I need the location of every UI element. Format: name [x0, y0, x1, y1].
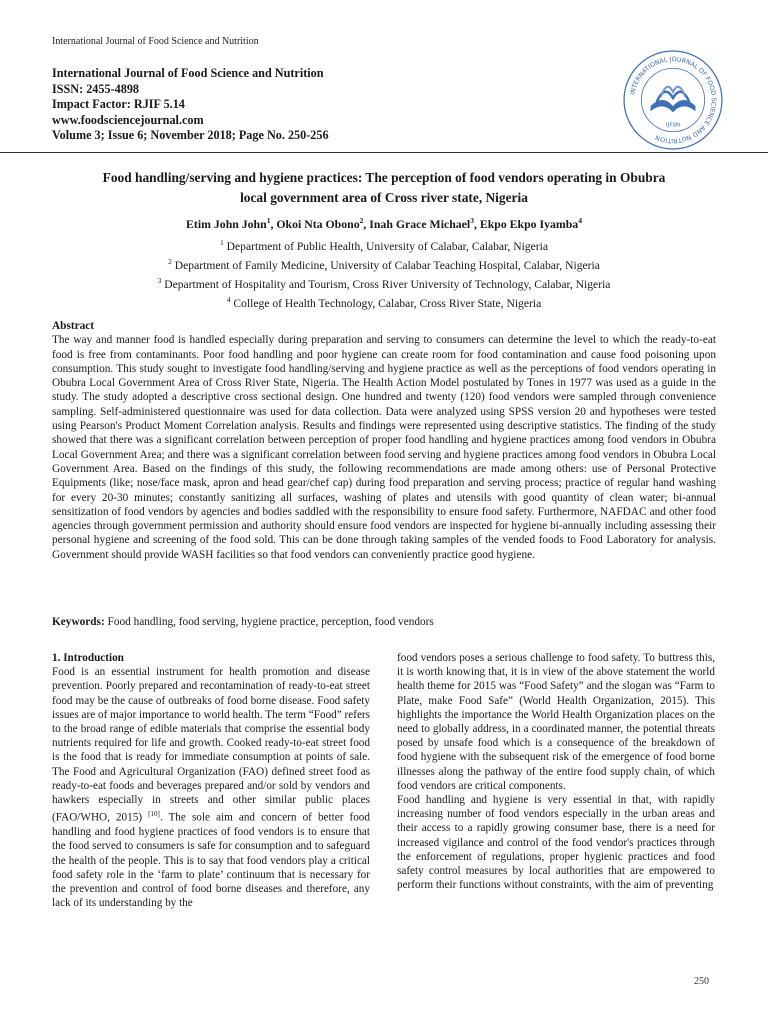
abstract — [52, 319, 716, 562]
keywords-text: Food handling, food serving, hygiene practice, perception, food vendors — [104, 616, 434, 628]
author: Inah Grace Michael$^3$, — [369, 216, 480, 231]
abstract-text: The way and manner food is handled especially during preparation and serving to consumers can determine the level to which the ready-to-eat food is free from contaminants. Poor food handling and poor hygiene can create room for food contamination and cause food poisoning upon consumption. This study sought to investigate food handling/serving and hygiene practice as well as the perceptions of food vendors operating in Obubra Local Government Area of Cross River State, Nigeria. The Health Action Model postulated by Tones in 1977 was used as a guide in the study. The study adopted a descriptive cross sectional design. One hundred and twenty (120) food vendors were sampled through convenience sampling. Self-administered questionnaire was used for data collection. Data were analyzed using SPSS version 20 and hypotheses were tested using Pearson's Product Moment Correlation analysis. Results and findings were represented using descriptive statistics. The finding of the study showed that there was a significant correlation between perception of proper food handling and hygiene practices among food vendors in Obubra Local Government Area; and there was a significant correlation between food serving and hygiene practices among food vendors in Obubra Local Government Area. Based on the findings of this study, the following recommendations are made among others: use of Personal Protective Equipments (like; nose/face mask, apron and head gear/chef cap) during food preparation and serving process; practice of regular hand washing for every 20-30 minutes; constantly sanitizing all surfaces, washing of plates and utensils with good quantity of clean water; bi-annual sensitization of food vendors by agencies and bodies saddled with the responsibility to ensure food safety. Furthermore, NAFDAC and other food agencies through government permission and authority should ensure food vendors are inspected for hygiene bi-annually including assessing their personal hygiene and screening of the food sold. This can be done through taking samples of the vended foods to Food Laboratory for analysis. Government should provide WASH facilities so that food vendors can conveniently practice good hygiene. — [52, 334, 716, 561]
author-list — [52, 216, 716, 232]
running-head: International Journal of Food Science and Nutrition — [52, 36, 259, 47]
title-line-1: Food handling/serving and hygiene practices: The perception of food vendors operating in Obubra — [102, 170, 666, 185]
journal-impact-factor: Impact Factor: RJIF 5.14 — [52, 97, 185, 112]
affiliation-list — [52, 235, 716, 312]
logo-bottom-text: IJFSN — [665, 122, 681, 129]
journal-website[interactable]: www.foodsciencejournal.com — [52, 112, 204, 127]
affiliation: $^1$ Department of Public Health, University of Calabar, Calabar, Nigeria — [220, 238, 548, 253]
body-column-right — [397, 651, 715, 892]
abstract-heading: Abstract — [52, 320, 95, 332]
affiliation: $^3$ Department of Hospitality and Tourism, Cross River University of Technology, Calabar, Nigeria — [157, 276, 611, 292]
journal-info — [52, 66, 329, 144]
journal-volume: Volume 3; Issue 6; November 2018; Page No. 250-256 — [52, 128, 329, 143]
title-line-2: local government area of Cross river state, Nigeria — [240, 190, 528, 205]
keywords-label: Keywords: — [52, 616, 105, 628]
affiliation: $^4$ College of Health Technology, Calabar, Cross River State, Nigeria — [226, 295, 542, 311]
body-paragraph: Food is an essential instrument for health promotion and disease prevention. Poorly prepared and recontamination of ready-to-eat street food may be the cause of outbreaks of food borne disease. Food safety issues are of major importance to world health. The term “Food” refers to the broad range of edible materials that comprise the essential body nutrients required for life and growth. Cooked ready-to-eat street food is the food that is ready for immediate consumption at points of sale. The Food and Agricultural Organization (FAO) defined street food as ready-to-eat foods and beverages prepared and/or sold by vendors and hawkers especially in streets and other similar public places (FAO/WHO, 2015) [10]. The sole aim and concern of better food handling and food hygiene practices of food vendors is to ensure that the food served to consumers is safe for consumption and to safeguard the health of the people. This is to say that food vendors play a critical food safety role in the ‘farm to plate’ continuum that is necessary for the prevention and control of food borne diseases and therefore, any lack of its understanding by the — [52, 666, 370, 910]
journal-name: International Journal of Food Science and Nutrition — [52, 66, 324, 80]
article-title — [52, 168, 716, 208]
logo-ring-text: INTERNATIONAL JOURNAL OF FOOD SCIENCE AND NUTRITION — [629, 56, 717, 144]
body-paragraph: food vendors poses a serious challenge to food safety. To buttress this, it is worth knowing that, it is in view of the above statement the world health theme for 2015 was “Food Safety” and the slogan was “Farm to Plate, make Food Safe” (World Health Organization, 2015). This highlights the importance the World Health Organization places on the need to globally address, in a coordinated manner, the potential threats posed by unsafe food which is a consequence of the breakdown of food hygiene with the subsequent risk of the emergence of food borne illnesses along the pathway of the entire food supply chain, of which food vendors are critical components. — [397, 652, 715, 792]
author: Ekpo Ekpo Iyamba$^4$ — [479, 216, 582, 231]
journal-issn: ISSN: 2455-4898 — [52, 81, 140, 96]
author: Okoi Nta Obono$^2$, — [276, 216, 370, 231]
body-column-left — [52, 651, 370, 910]
journal-logo — [622, 49, 724, 151]
section-heading-introduction: 1. Introduction — [52, 652, 124, 664]
body-paragraph: Food handling and hygiene is very essential in that, with rapidly increasing number of food vendors especially in the urban areas and their access to a rapidly growing consumer base, there is a need for increased vigilance and control of the food vendor's practices through the enforcement of regulations, proper hygienic practices and food safety control measures by local authorities that are empowered to perform their functions without constraints, with the aim of preventing — [397, 794, 715, 892]
page-number: 250 — [694, 976, 709, 987]
header-rule — [0, 152, 768, 153]
author: Etim John John$^1$, — [186, 216, 277, 231]
keywords — [52, 616, 716, 628]
citation-ref[interactable]: [10] — [148, 810, 160, 819]
affiliation: $^2$ Department of Family Medicine, University of Calabar Teaching Hospital, Calabar, Nigeria — [168, 257, 600, 273]
